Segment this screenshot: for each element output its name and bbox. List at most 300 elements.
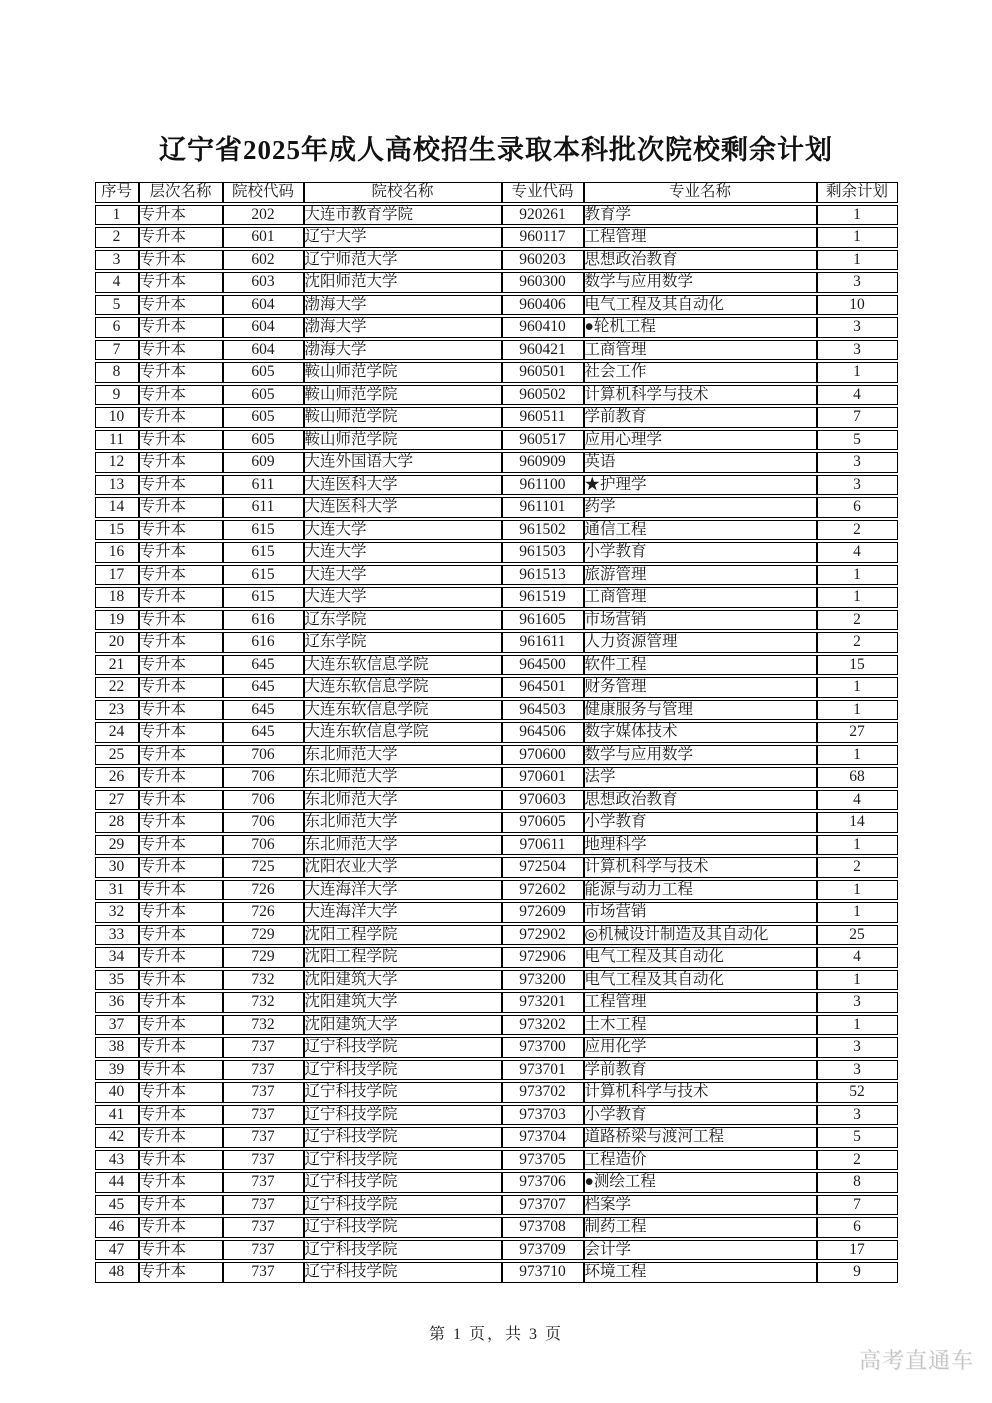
cell-index: 43 [95,1150,139,1171]
cell-remaining-plan: 5 [817,1127,898,1148]
cell-school-code: 602 [223,250,304,271]
cell-school-code: 609 [223,452,304,473]
cell-remaining-plan: 6 [817,1217,898,1238]
cell-major-name: 小学教育 [584,542,817,563]
cell-major-code: 960502 [502,385,584,406]
cell-level-name: 专升本 [139,767,223,788]
cell-school-code: 732 [223,992,304,1013]
table-row [95,1150,898,1171]
cell-index: 9 [95,385,139,406]
cell-level-name: 专升本 [139,835,223,856]
table-row [95,947,898,968]
cell-index: 46 [95,1217,139,1238]
cell-school-code: 615 [223,542,304,563]
table-row [95,587,898,608]
cell-major-code: 964506 [502,722,584,743]
cell-major-code: 964501 [502,677,584,698]
cell-school-name: 辽宁师范大学 [304,250,502,271]
cell-school-code: 737 [223,1037,304,1058]
cell-index: 40 [95,1082,139,1103]
cell-school-code: 725 [223,857,304,878]
cell-major-code: 964500 [502,655,584,676]
cell-level-name: 专升本 [139,722,223,743]
cell-school-code: 645 [223,722,304,743]
cell-level-name: 专升本 [139,430,223,451]
cell-level-name: 专升本 [139,587,223,608]
cell-index: 13 [95,475,139,496]
watermark-text: 高考直通车 [858,1348,974,1373]
cell-major-code: 973202 [502,1015,584,1036]
cell-major-code: 973709 [502,1240,584,1261]
cell-index: 30 [95,857,139,878]
cell-school-name: 大连外国语大学 [304,452,502,473]
page-title: 辽宁省2025年成人高校招生录取本科批次院校剩余计划 [159,135,833,165]
cell-school-code: 729 [223,925,304,946]
cell-remaining-plan: 3 [817,340,898,361]
cell-major-name: 小学教育 [584,1105,817,1126]
table-row [95,497,898,518]
cell-school-code: 737 [223,1127,304,1148]
cell-level-name: 专升本 [139,1240,223,1261]
cell-major-code: 970603 [502,790,584,811]
cell-major-name: 档案学 [584,1195,817,1216]
table-row [95,430,898,451]
cell-school-name: 东北师范大学 [304,767,502,788]
cell-school-name: 沈阳工程学院 [304,925,502,946]
col-school-name: 院校名称 [304,182,502,203]
cell-school-code: 611 [223,497,304,518]
cell-school-name: 辽宁科技学院 [304,1240,502,1261]
cell-level-name: 专升本 [139,677,223,698]
table-row [95,1262,898,1283]
table-row [95,632,898,653]
table-row [95,520,898,541]
table-row [95,1172,898,1193]
cell-index: 32 [95,902,139,923]
cell-school-name: 大连东软信息学院 [304,677,502,698]
cell-school-code: 605 [223,430,304,451]
cell-major-code: 972906 [502,947,584,968]
cell-remaining-plan: 3 [817,992,898,1013]
cell-remaining-plan: 1 [817,970,898,991]
cell-major-name: 计算机科学与技术 [584,385,817,406]
table-row [95,1127,898,1148]
cell-level-name: 专升本 [139,542,223,563]
table-row [95,610,898,631]
cell-major-code: 960517 [502,430,584,451]
cell-school-code: 737 [223,1262,304,1283]
cell-level-name: 专升本 [139,452,223,473]
cell-school-code: 604 [223,295,304,316]
table-header [95,182,898,203]
cell-major-code: 973708 [502,1217,584,1238]
cell-index: 35 [95,970,139,991]
cell-major-name: ●轮机工程 [584,317,817,338]
cell-school-name: 沈阳师范大学 [304,272,502,293]
cell-school-code: 616 [223,610,304,631]
cell-school-code: 605 [223,407,304,428]
cell-level-name: 专升本 [139,925,223,946]
cell-school-name: 大连东软信息学院 [304,655,502,676]
cell-school-name: 东北师范大学 [304,812,502,833]
cell-school-name: 大连大学 [304,565,502,586]
cell-school-code: 729 [223,947,304,968]
cell-major-name: 制药工程 [584,1217,817,1238]
table-row [95,700,898,721]
cell-major-code: 973706 [502,1172,584,1193]
cell-major-code: 961502 [502,520,584,541]
cell-school-code: 202 [223,205,304,226]
cell-level-name: 专升本 [139,880,223,901]
cell-remaining-plan: 4 [817,385,898,406]
cell-major-code: 973707 [502,1195,584,1216]
cell-remaining-plan: 14 [817,812,898,833]
cell-school-code: 737 [223,1172,304,1193]
remaining-plan-table [95,180,898,1285]
cell-index: 5 [95,295,139,316]
cell-school-name: 大连海洋大学 [304,880,502,901]
cell-remaining-plan: 1 [817,1015,898,1036]
cell-level-name: 专升本 [139,1217,223,1238]
cell-major-code: 960410 [502,317,584,338]
cell-major-code: 961101 [502,497,584,518]
cell-level-name: 专升本 [139,317,223,338]
cell-school-code: 726 [223,902,304,923]
cell-remaining-plan: 2 [817,610,898,631]
cell-school-name: 辽宁科技学院 [304,1037,502,1058]
cell-major-name: 数字媒体技术 [584,722,817,743]
cell-index: 38 [95,1037,139,1058]
cell-remaining-plan: 1 [817,835,898,856]
cell-remaining-plan: 10 [817,295,898,316]
cell-major-name: 数学与应用数学 [584,745,817,766]
cell-index: 26 [95,767,139,788]
cell-level-name: 专升本 [139,1195,223,1216]
cell-index: 37 [95,1015,139,1036]
cell-remaining-plan: 3 [817,452,898,473]
cell-major-name: 环境工程 [584,1262,817,1283]
cell-school-name: 辽东学院 [304,610,502,631]
cell-school-name: 沈阳农业大学 [304,857,502,878]
cell-major-code: 973701 [502,1060,584,1081]
table-row [95,317,898,338]
cell-school-code: 615 [223,587,304,608]
cell-school-name: 渤海大学 [304,340,502,361]
cell-major-code: 973704 [502,1127,584,1148]
cell-remaining-plan: 52 [817,1082,898,1103]
cell-major-code: 961605 [502,610,584,631]
table-row [95,1015,898,1036]
col-major-code: 专业代码 [502,182,584,203]
cell-major-code: 970600 [502,745,584,766]
cell-major-name: 计算机科学与技术 [584,857,817,878]
cell-level-name: 专升本 [139,1262,223,1283]
cell-remaining-plan: 3 [817,1060,898,1081]
cell-major-name: 数学与应用数学 [584,272,817,293]
cell-remaining-plan: 1 [817,362,898,383]
cell-school-code: 706 [223,745,304,766]
cell-index: 14 [95,497,139,518]
cell-school-name: 大连医科大学 [304,475,502,496]
cell-major-name: 应用心理学 [584,430,817,451]
table-row [95,677,898,698]
cell-major-code: 973200 [502,970,584,991]
cell-level-name: 专升本 [139,947,223,968]
col-major-name: 专业名称 [584,182,817,203]
cell-school-code: 737 [223,1082,304,1103]
cell-level-name: 专升本 [139,992,223,1013]
cell-level-name: 专升本 [139,1127,223,1148]
table-row [95,880,898,901]
cell-school-code: 737 [223,1195,304,1216]
cell-level-name: 专升本 [139,902,223,923]
col-index: 序号 [95,182,139,203]
cell-major-name: 旅游管理 [584,565,817,586]
table-row [95,407,898,428]
cell-major-name: 道路桥梁与渡河工程 [584,1127,817,1148]
cell-remaining-plan: 3 [817,317,898,338]
cell-level-name: 专升本 [139,272,223,293]
cell-index: 20 [95,632,139,653]
cell-index: 24 [95,722,139,743]
cell-school-code: 605 [223,362,304,383]
cell-major-code: 970605 [502,812,584,833]
table-row [95,565,898,586]
cell-school-code: 601 [223,227,304,248]
cell-major-code: 972902 [502,925,584,946]
cell-school-name: 东北师范大学 [304,745,502,766]
table-header-row [95,182,898,203]
cell-index: 1 [95,205,139,226]
cell-level-name: 专升本 [139,1037,223,1058]
col-level-name: 层次名称 [139,182,223,203]
cell-major-code: 961503 [502,542,584,563]
cell-index: 19 [95,610,139,631]
page-number: 第 1 页，共 3 页 [428,1325,563,1343]
cell-major-code: 961611 [502,632,584,653]
cell-school-code: 726 [223,880,304,901]
cell-major-name: 工程管理 [584,227,817,248]
cell-major-name: 土木工程 [584,1015,817,1036]
cell-school-name: 辽宁科技学院 [304,1195,502,1216]
cell-major-code: 960909 [502,452,584,473]
cell-major-code: 970611 [502,835,584,856]
cell-school-name: 大连海洋大学 [304,902,502,923]
cell-level-name: 专升本 [139,227,223,248]
table-row [95,1037,898,1058]
cell-school-name: 渤海大学 [304,295,502,316]
cell-school-name: 大连东软信息学院 [304,722,502,743]
cell-major-name: 应用化学 [584,1037,817,1058]
cell-remaining-plan: 1 [817,880,898,901]
cell-index: 12 [95,452,139,473]
cell-level-name: 专升本 [139,362,223,383]
cell-index: 42 [95,1127,139,1148]
cell-school-name: 沈阳建筑大学 [304,992,502,1013]
cell-level-name: 专升本 [139,655,223,676]
table-row [95,250,898,271]
cell-major-code: 964503 [502,700,584,721]
cell-remaining-plan: 2 [817,1150,898,1171]
cell-major-name: ★护理学 [584,475,817,496]
cell-index: 25 [95,745,139,766]
cell-school-code: 615 [223,565,304,586]
cell-school-name: 辽东学院 [304,632,502,653]
cell-index: 21 [95,655,139,676]
cell-school-name: 东北师范大学 [304,835,502,856]
cell-index: 27 [95,790,139,811]
cell-index: 36 [95,992,139,1013]
cell-level-name: 专升本 [139,497,223,518]
cell-major-name: 工程管理 [584,992,817,1013]
cell-major-name: 工商管理 [584,340,817,361]
table-row [95,970,898,991]
cell-major-name: 市场营销 [584,902,817,923]
cell-level-name: 专升本 [139,295,223,316]
table-row [95,1240,898,1261]
table-row [95,790,898,811]
cell-remaining-plan: 5 [817,430,898,451]
cell-school-code: 706 [223,812,304,833]
cell-level-name: 专升本 [139,520,223,541]
cell-major-name: 教育学 [584,205,817,226]
table-row [95,205,898,226]
cell-remaining-plan: 1 [817,587,898,608]
cell-index: 34 [95,947,139,968]
cell-remaining-plan: 1 [817,205,898,226]
cell-school-code: 706 [223,835,304,856]
cell-school-name: 辽宁科技学院 [304,1217,502,1238]
cell-major-name: 电气工程及其自动化 [584,970,817,991]
table-row [95,1105,898,1126]
cell-level-name: 专升本 [139,1150,223,1171]
cell-major-name: 社会工作 [584,362,817,383]
cell-school-code: 645 [223,700,304,721]
cell-index: 15 [95,520,139,541]
cell-school-code: 732 [223,970,304,991]
cell-index: 28 [95,812,139,833]
cell-level-name: 专升本 [139,1060,223,1081]
cell-school-name: 鞍山师范学院 [304,362,502,383]
cell-level-name: 专升本 [139,970,223,991]
cell-school-code: 615 [223,520,304,541]
cell-level-name: 专升本 [139,340,223,361]
cell-school-code: 604 [223,340,304,361]
cell-remaining-plan: 4 [817,947,898,968]
table-row [95,295,898,316]
cell-level-name: 专升本 [139,205,223,226]
cell-remaining-plan: 6 [817,497,898,518]
cell-school-name: 辽宁科技学院 [304,1172,502,1193]
cell-level-name: 专升本 [139,1015,223,1036]
cell-index: 6 [95,317,139,338]
cell-remaining-plan: 1 [817,250,898,271]
cell-remaining-plan: 1 [817,700,898,721]
cell-level-name: 专升本 [139,565,223,586]
cell-index: 2 [95,227,139,248]
cell-level-name: 专升本 [139,790,223,811]
cell-remaining-plan: 68 [817,767,898,788]
cell-major-code: 970601 [502,767,584,788]
cell-level-name: 专升本 [139,1082,223,1103]
cell-index: 44 [95,1172,139,1193]
cell-school-name: 辽宁科技学院 [304,1082,502,1103]
cell-major-code: 960511 [502,407,584,428]
cell-level-name: 专升本 [139,1105,223,1126]
cell-remaining-plan: 1 [817,227,898,248]
cell-index: 41 [95,1105,139,1126]
table-row [95,925,898,946]
cell-index: 3 [95,250,139,271]
cell-index: 39 [95,1060,139,1081]
table-row [95,835,898,856]
cell-remaining-plan: 4 [817,790,898,811]
cell-major-code: 960117 [502,227,584,248]
table-row [95,385,898,406]
col-school-code: 院校代码 [223,182,304,203]
cell-index: 22 [95,677,139,698]
cell-major-code: 972504 [502,857,584,878]
cell-school-code: 645 [223,655,304,676]
cell-major-code: 973702 [502,1082,584,1103]
cell-school-name: 大连大学 [304,587,502,608]
cell-index: 7 [95,340,139,361]
cell-school-code: 737 [223,1217,304,1238]
cell-school-name: 沈阳建筑大学 [304,970,502,991]
cell-major-code: 960203 [502,250,584,271]
cell-school-name: 辽宁大学 [304,227,502,248]
cell-major-name: 市场营销 [584,610,817,631]
cell-index: 11 [95,430,139,451]
cell-index: 45 [95,1195,139,1216]
cell-remaining-plan: 7 [817,407,898,428]
cell-major-name: 人力资源管理 [584,632,817,653]
cell-remaining-plan: 27 [817,722,898,743]
cell-remaining-plan: 1 [817,902,898,923]
cell-school-name: 大连东软信息学院 [304,700,502,721]
cell-major-name: 能源与动力工程 [584,880,817,901]
cell-remaining-plan: 2 [817,857,898,878]
table-row [95,902,898,923]
cell-school-name: 沈阳建筑大学 [304,1015,502,1036]
cell-major-name: 通信工程 [584,520,817,541]
cell-remaining-plan: 1 [817,677,898,698]
cell-level-name: 专升本 [139,632,223,653]
cell-major-name: 工程造价 [584,1150,817,1171]
cell-school-code: 737 [223,1060,304,1081]
table-row [95,745,898,766]
table-row [95,1217,898,1238]
cell-major-name: 英语 [584,452,817,473]
cell-major-name: 药学 [584,497,817,518]
cell-major-code: 961519 [502,587,584,608]
cell-school-code: 645 [223,677,304,698]
table-row [95,542,898,563]
cell-index: 48 [95,1262,139,1283]
cell-remaining-plan: 1 [817,745,898,766]
cell-index: 4 [95,272,139,293]
cell-level-name: 专升本 [139,385,223,406]
table-row [95,1082,898,1103]
table-row [95,362,898,383]
cell-school-code: 611 [223,475,304,496]
cell-index: 17 [95,565,139,586]
cell-school-name: 东北师范大学 [304,790,502,811]
cell-remaining-plan: 2 [817,632,898,653]
cell-school-name: 辽宁科技学院 [304,1060,502,1081]
cell-major-code: 973703 [502,1105,584,1126]
table-row [95,812,898,833]
